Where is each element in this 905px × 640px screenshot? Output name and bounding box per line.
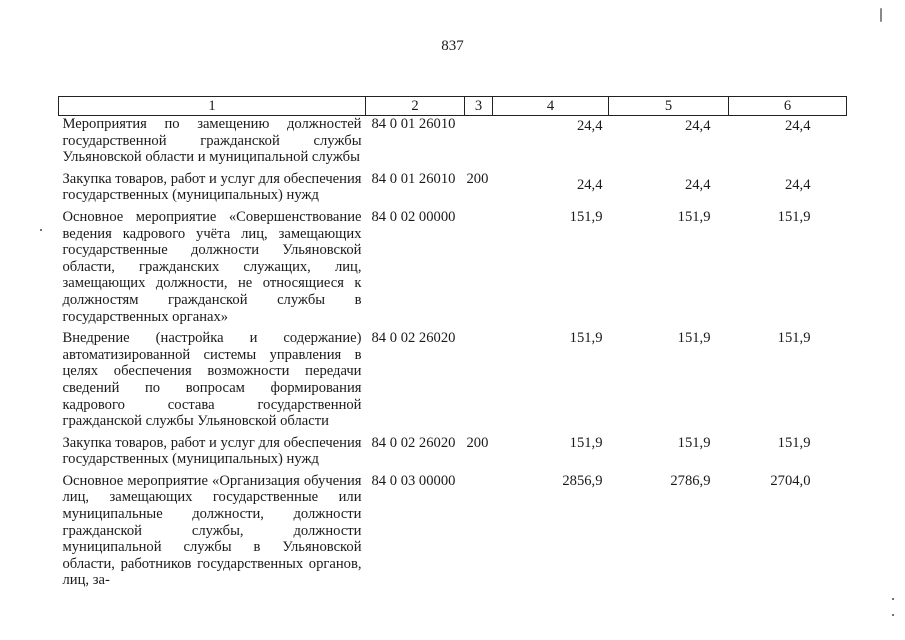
scan-speck xyxy=(892,598,894,600)
row-amount-col5: 151,9 xyxy=(677,434,711,451)
row-amount-col4: 24,4 xyxy=(576,176,603,193)
row-amount-col4: 24,4 xyxy=(576,118,603,134)
row-amount-col6: 2704,0 xyxy=(770,472,811,489)
table-row xyxy=(59,330,847,435)
row-target-code: 84 0 02 26020 xyxy=(371,434,456,451)
header-col-3: 3 xyxy=(465,97,493,116)
row-target-code: 84 0 01 26010 xyxy=(371,170,456,187)
header-row xyxy=(59,97,847,116)
row-target-code: 84 0 02 26020 xyxy=(371,330,456,347)
row-amount-col5: 151,9 xyxy=(677,208,711,225)
row-expense-type xyxy=(465,116,493,171)
header-col-1: 1 xyxy=(59,97,366,116)
row-amount-col6: 24,4 xyxy=(784,118,811,134)
row-amount-col5: 24,4 xyxy=(684,118,711,134)
row-amount-col6: 24,4 xyxy=(784,176,811,193)
header-col-5: 5 xyxy=(609,97,729,116)
row-amount-col6: 151,9 xyxy=(777,330,811,347)
header-col-2: 2 xyxy=(366,97,465,116)
row-target-code: 84 0 01 26010 xyxy=(371,116,456,132)
budget-table xyxy=(58,96,847,594)
row-amount-col5: 2786,9 xyxy=(670,472,711,489)
header-col-4: 4 xyxy=(493,97,609,116)
row-amount-col6: 151,9 xyxy=(777,434,811,451)
row-name: Мероприятия по замещению должностей государственной гражданской службы Ульяновской области и муниципальной службы xyxy=(62,116,362,166)
scan-edge-mark xyxy=(880,8,882,22)
table-row xyxy=(59,171,847,209)
row-target-code: 84 0 03 00000 xyxy=(371,472,456,489)
table-row xyxy=(59,435,847,473)
row-amount-col4: 151,9 xyxy=(569,330,603,347)
table-row xyxy=(59,473,847,594)
row-expense-type xyxy=(465,209,493,330)
header-col-6: 6 xyxy=(729,97,847,116)
row-expense-type xyxy=(465,473,493,594)
row-amount-col4: 151,9 xyxy=(569,434,603,451)
row-name: Закупка товаров, работ и услуг для обеспечения государственных (муниципальных) нужд xyxy=(62,170,362,204)
row-expense-type: 200 xyxy=(466,434,489,451)
table-row xyxy=(59,209,847,330)
row-amount-col6: 151,9 xyxy=(777,208,811,225)
row-expense-type: 200 xyxy=(466,170,489,187)
row-amount-col4: 2856,9 xyxy=(562,472,603,489)
row-amount-col5: 151,9 xyxy=(677,330,711,347)
row-amount-col4: 151,9 xyxy=(569,208,603,225)
page-number: 837 xyxy=(441,38,464,54)
row-expense-type xyxy=(465,330,493,435)
row-target-code: 84 0 02 00000 xyxy=(371,208,456,225)
row-amount-col5: 24,4 xyxy=(684,176,711,193)
table-row xyxy=(59,116,847,171)
scan-speck xyxy=(892,614,894,616)
row-name: Основное мероприятие «Совершенствование ведения кадрового учёта лиц, замещающих государственные должности Ульяновской области, гражданских служащих, лиц, замещающих должности, не относящиеся к должностям гражданской службы в государственных органах» xyxy=(62,208,362,325)
row-name: Закупка товаров, работ и услуг для обеспечения государственных (муниципальных) нужд xyxy=(62,434,362,468)
row-name: Основное мероприятие «Организация обучения лиц, замещающих государственные или муниципальные должности, должности гражданской службы, должности муниципальной службы в Ульяновской области, работников государственных органов, лиц, за- xyxy=(62,472,362,589)
scan-speck xyxy=(40,229,42,231)
row-name: Внедрение (настройка и содержание) автоматизированной системы управления в целях обеспечения возможности передачи сведений по вопросам формирования кадрового состава государственной гражданской службы Ульяновской области xyxy=(62,330,362,430)
